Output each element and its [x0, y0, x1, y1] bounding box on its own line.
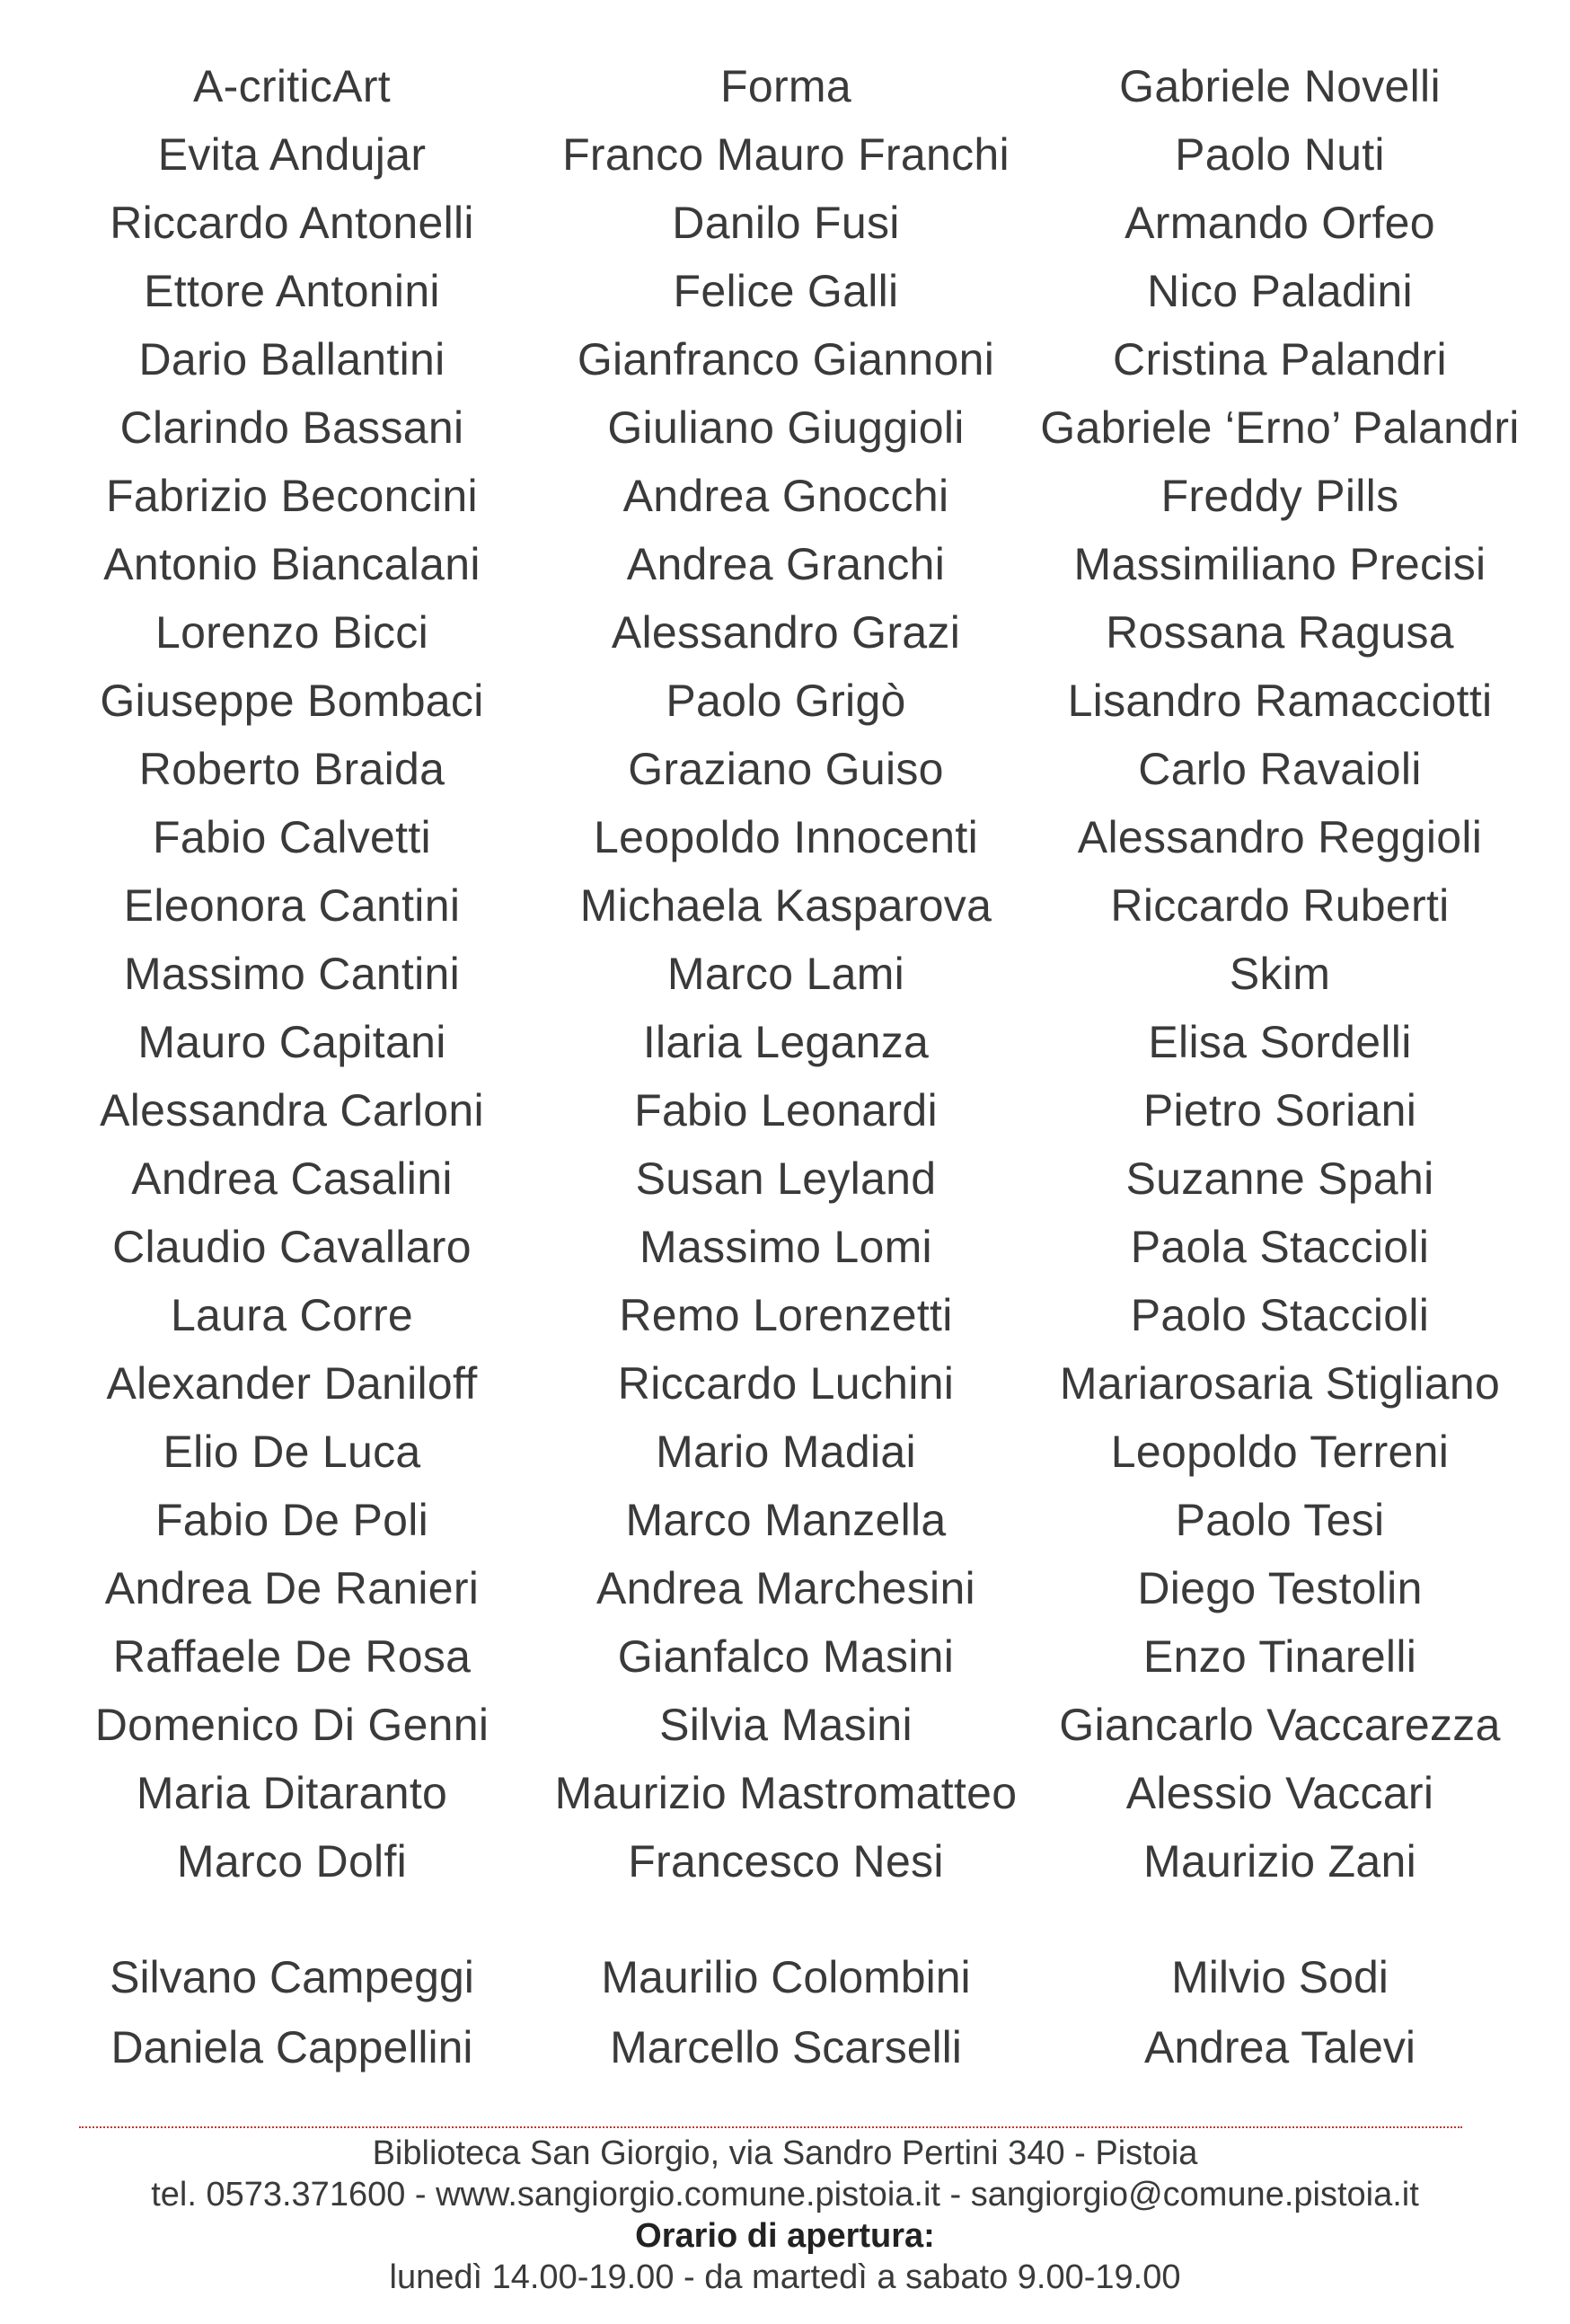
artist-name: Maurizio Zani: [1143, 1836, 1416, 1887]
footer-address: Biblioteca San Giorgio, via Sandro Pertini 340 - Pistoia: [372, 2134, 1198, 2172]
artist-name: Maria Ditaranto: [136, 1768, 448, 1818]
artist-name: Silvia Masini: [659, 1700, 913, 1750]
artist-name: Domenico Di Genni: [94, 1700, 490, 1750]
artist-name: Marco Manzella: [625, 1495, 947, 1545]
artist-name: Gabriele ‘Erno’ Palandri: [1040, 402, 1520, 453]
artist-name: Maurizio Mastromatteo: [554, 1768, 1018, 1818]
artist-name: Massimo Lomi: [639, 1222, 932, 1272]
artist-name: Paolo Staccioli: [1130, 1290, 1430, 1340]
artist-name: Evita Andujar: [157, 129, 427, 180]
artist-name: Milvio Sodi: [1171, 1952, 1389, 2002]
artist-list: [45, 52, 1525, 1895]
artist-name: Giancarlo Vaccarezza: [1059, 1700, 1501, 1750]
artist-name: Riccardo Antonelli: [110, 198, 474, 248]
artist-name: Felice Galli: [673, 266, 899, 316]
artist-name: Maurilio Colombini: [601, 1952, 971, 2002]
artist-name: Enzo Tinarelli: [1142, 1631, 1417, 1682]
artist-name: Nico Paladini: [1147, 266, 1413, 316]
footer-hours: lunedì 14.00-19.00 - da martedì a sabato 9.00-19.00: [389, 2258, 1181, 2296]
artist-name: Massimo Cantini: [123, 949, 461, 999]
artist-name: Freddy Pills: [1160, 471, 1399, 521]
artist-name: Gianfalco Masini: [617, 1631, 955, 1682]
artist-name: Eleonora Cantini: [123, 880, 461, 931]
artist-name: Andrea Casalini: [131, 1153, 453, 1204]
artist-name: Lorenzo Bicci: [154, 607, 429, 658]
artist-name: Armando Orfeo: [1125, 198, 1435, 248]
artist-name: Paola Staccioli: [1130, 1222, 1430, 1272]
artist-name: Alessandro Reggioli: [1077, 812, 1483, 862]
artist-name: Mauro Capitani: [137, 1017, 446, 1067]
artist-name: Pietro Soriani: [1142, 1085, 1417, 1135]
artist-name: Gianfranco Giannoni: [577, 334, 995, 384]
artist-name: Giuliano Giuggioli: [607, 402, 965, 453]
artist-name: Marco Lami: [666, 949, 905, 999]
artist-name: Raffaele De Rosa: [112, 1631, 472, 1682]
artist-name: Fabio Calvetti: [153, 812, 431, 862]
artist-name: Paolo Nuti: [1175, 129, 1385, 180]
artist-name: Skim: [1229, 949, 1331, 999]
artist-name: Ilaria Leganza: [642, 1017, 930, 1067]
artist-column-2: [539, 52, 1033, 1895]
artist-name: Marco Dolfi: [176, 1836, 408, 1887]
secondary-column-1: [45, 1942, 539, 2082]
artist-name: Remo Lorenzetti: [619, 1290, 953, 1340]
artist-column-3: [1033, 52, 1527, 1895]
artist-name: Paolo Tesi: [1175, 1495, 1385, 1545]
artist-name: Riccardo Luchini: [617, 1358, 955, 1409]
artist-name: Francesco Nesi: [628, 1836, 944, 1887]
artist-name: Elisa Sordelli: [1148, 1017, 1412, 1067]
secondary-column-3: [1033, 1942, 1527, 2082]
artist-name: Mario Madiai: [656, 1427, 916, 1477]
artist-list-secondary: [45, 1942, 1525, 2082]
artist-name: Silvano Campeggi: [110, 1952, 474, 2002]
artist-name: Antonio Biancalani: [103, 539, 481, 589]
artist-name: Graziano Guiso: [628, 744, 944, 794]
artist-name: Andrea Gnocchi: [622, 471, 949, 521]
artist-name: Dario Ballantini: [138, 334, 445, 384]
artist-name: Alessandra Carloni: [100, 1085, 484, 1135]
artist-name: Alessandro Grazi: [611, 607, 961, 658]
artist-name: Fabrizio Beconcini: [106, 471, 478, 521]
artist-name: Franco Mauro Franchi: [562, 129, 1010, 180]
artist-name: Forma: [720, 61, 851, 111]
artist-name: Alexander Daniloff: [106, 1358, 478, 1409]
artist-name: Gabriele Novelli: [1119, 61, 1441, 111]
artist-name: Fabio Leonardi: [634, 1085, 938, 1135]
artist-name: Massimiliano Precisi: [1073, 539, 1486, 589]
footer-hours-title: Orario di apertura:: [635, 2217, 935, 2255]
artist-name: Susan Leyland: [635, 1153, 937, 1204]
artist-name: Andrea De Ranieri: [104, 1563, 480, 1613]
artist-name: Carlo Ravaioli: [1138, 744, 1422, 794]
artist-name: Andrea Marchesini: [596, 1563, 975, 1613]
artist-name: Leopoldo Terreni: [1110, 1427, 1450, 1477]
artist-name: Laura Corre: [170, 1290, 414, 1340]
artist-name: Fabio De Poli: [154, 1495, 429, 1545]
artist-name: Leopoldo Innocenti: [594, 812, 978, 862]
artist-name: Ettore Antonini: [144, 266, 440, 316]
artist-name: Mariarosaria Stigliano: [1059, 1358, 1501, 1409]
artist-name: Cristina Palandri: [1113, 334, 1447, 384]
artist-name: Giuseppe Bombaci: [100, 676, 484, 726]
dotted-divider: [79, 2126, 1462, 2128]
artist-name: Rossana Ragusa: [1106, 607, 1454, 658]
artist-name: Suzanne Spahi: [1125, 1153, 1434, 1204]
secondary-column-2: [539, 1942, 1033, 2082]
artist-name: A-criticArt: [193, 61, 391, 111]
artist-name: Clarindo Bassani: [119, 402, 464, 453]
artist-name: Roberto Braida: [138, 744, 445, 794]
footer-contacts: tel. 0573.371600 - www.sangiorgio.comune.pistoia.it - sangiorgio@comune.pistoia.it: [151, 2176, 1419, 2214]
artist-name: Marcello Scarselli: [610, 2022, 962, 2072]
footer: [0, 2133, 1570, 2298]
artist-name: Andrea Talevi: [1143, 2022, 1416, 2072]
artist-name: Alessio Vaccari: [1125, 1768, 1434, 1818]
artist-name: Lisandro Ramacciotti: [1067, 676, 1493, 726]
artist-name: Riccardo Ruberti: [1110, 880, 1450, 931]
artist-name: Daniela Cappellini: [110, 2022, 473, 2072]
artist-name: Danilo Fusi: [672, 198, 900, 248]
artist-name: Andrea Granchi: [626, 539, 946, 589]
artist-name: Diego Testolin: [1137, 1563, 1423, 1613]
artist-name: Paolo Grigò: [666, 676, 906, 726]
artist-name: Claudio Cavallaro: [112, 1222, 472, 1272]
artist-name: Michaela Kasparova: [579, 880, 992, 931]
artist-column-1: [45, 52, 539, 1895]
artist-name: Elio De Luca: [163, 1427, 421, 1477]
